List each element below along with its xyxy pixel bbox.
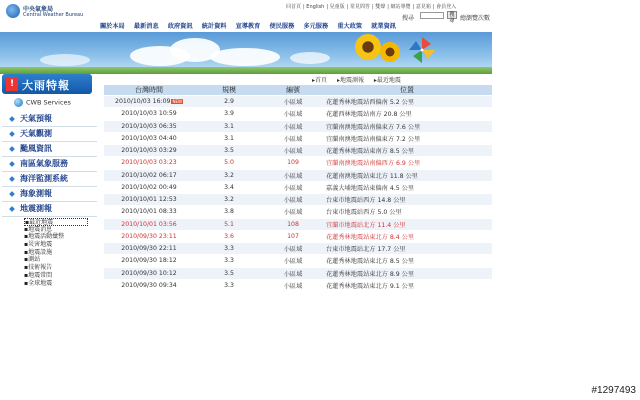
cell-number: 109 [264, 157, 322, 169]
sunflower-icon [380, 42, 400, 62]
cell-location[interactable]: 嘉義大埔地震站東偏南 4.5 公里 [322, 181, 492, 193]
table-row[interactable] [104, 218, 492, 230]
services-label: CWB Services [26, 98, 71, 107]
cell-magnitude: 3.3 [194, 255, 264, 267]
cell-number: 小區域 [264, 108, 322, 120]
cell-time: 2010/10/03 16:09 NEW [104, 96, 194, 108]
submenu-item[interactable]: ▪技術報告 [24, 264, 53, 272]
alert-label: 大雨特報 [22, 79, 70, 92]
table-row[interactable] [104, 108, 492, 120]
mainnav-item[interactable]: 最新消息 [133, 23, 159, 30]
sidebar [2, 74, 97, 304]
cell-number: 小區域 [264, 145, 322, 157]
image-id-watermark: #1297493 [591, 385, 636, 396]
table-row[interactable] [104, 132, 492, 144]
mainnav-item[interactable]: 多元服務 [303, 23, 329, 30]
cell-time: 2010/10/03 03:23 [104, 157, 194, 169]
cell-time: 2010/09/30 09:34 [104, 279, 194, 291]
mainnav-item[interactable]: 重大政策 [337, 23, 363, 30]
sunflower-icon [355, 34, 381, 60]
globe-icon [14, 98, 23, 107]
table-row[interactable] [104, 194, 492, 206]
sidebar-item-marine[interactable]: 海象測報 [2, 187, 97, 202]
earthquake-table [104, 85, 492, 292]
cell-location[interactable]: 花蓮秀林地震站東北方 8.4 公里 [322, 230, 492, 242]
table-row[interactable] [104, 206, 492, 218]
grass-strip [0, 67, 492, 74]
cell-location[interactable]: 宜蘭市地震站北方 11.4 公里 [322, 218, 492, 230]
cell-magnitude: 3.2 [194, 169, 264, 181]
table-row[interactable] [104, 230, 492, 242]
mainnav-item[interactable]: 統計資料 [201, 23, 227, 30]
table-row[interactable] [104, 157, 492, 169]
submenu-item[interactable]: ▪災害地震 [24, 241, 53, 249]
topnav-link[interactable]: 網站導覽 [390, 4, 411, 10]
table-row[interactable] [104, 169, 492, 181]
cell-number: 小區域 [264, 279, 322, 291]
cell-number: 小區域 [264, 181, 322, 193]
visitor-counter: 總瀏覽次數 [460, 15, 491, 22]
alert-icon: ! [6, 77, 18, 91]
cell-location[interactable]: 台東市地震站北方 17.7 公里 [322, 243, 492, 255]
table-header-row [104, 85, 492, 96]
cell-location[interactable]: 花蓮秀林地震站東北方 9.1 公里 [322, 279, 492, 291]
column-header-number: 編號 [264, 85, 322, 96]
cell-number: 小區域 [264, 194, 322, 206]
cell-magnitude: 2.9 [194, 96, 264, 108]
topnav-link[interactable]: 意見箱 [415, 4, 431, 10]
top-utility-nav: 回首頁 | English | 兒童版 | 常見問答 | 雙聲 | 網站導覽 | 意見箱 | 會員登入 [286, 4, 457, 10]
breadcrumb-item[interactable]: ▸首頁 [312, 77, 328, 84]
sky-banner [0, 32, 492, 74]
side-menu [2, 112, 97, 217]
submenu-item[interactable]: ▪地震設施 [24, 248, 53, 256]
cell-magnitude: 3.9 [194, 108, 264, 120]
search-label: 搜尋 [402, 15, 415, 22]
heavy-rain-alert-banner[interactable] [2, 74, 92, 94]
cell-number: 108 [264, 218, 322, 230]
cell-time: 2010/10/01 12:53 [104, 194, 194, 206]
sidebar-item-earthquake[interactable]: 地震測報 [2, 202, 97, 217]
topnav-link[interactable]: 兒童版 [329, 4, 345, 10]
column-header-time: 台灣時間 [104, 85, 194, 96]
logo-name-en: Central Weather Bureau [23, 12, 84, 18]
topnav-link[interactable]: English [306, 4, 325, 10]
breadcrumb [312, 75, 409, 84]
cell-magnitude: 5.0 [194, 157, 264, 169]
cell-location[interactable]: 宜蘭南澳地震站南偏東方 7.2 公里 [322, 132, 492, 144]
mainnav-item[interactable]: 宣導教育 [235, 23, 261, 30]
submenu-item-recent[interactable]: ▪最近地震 [24, 218, 88, 226]
sidebar-item-forecast[interactable]: 天氣預報 [2, 112, 97, 127]
cell-magnitude: 3.5 [194, 145, 264, 157]
cell-number: 小區域 [264, 255, 322, 267]
cell-location[interactable]: 花蓮南澳地震站東北方 11.8 公里 [322, 169, 492, 181]
cell-time: 2010/09/30 10:12 [104, 267, 194, 279]
mainnav-item[interactable]: 就業資訊 [371, 23, 396, 30]
submenu-item[interactable]: ▪測站 [24, 256, 41, 264]
sidebar-item-observation[interactable]: 天氣觀測 [2, 127, 97, 142]
cell-time: 2010/10/03 10:59 [104, 108, 194, 120]
earthquake-submenu [24, 218, 96, 287]
cell-location[interactable]: 花蓮秀林地震站東南方 8.5 公里 [322, 145, 492, 157]
mainnav-item[interactable]: 政府資訊 [167, 23, 193, 30]
topnav-link[interactable]: 會員登入 [436, 4, 457, 10]
cell-time: 2010/10/03 03:29 [104, 145, 194, 157]
column-header-location: 位置 [322, 85, 492, 96]
cell-number: 107 [264, 230, 322, 242]
topnav-link[interactable]: 回首頁 [286, 4, 302, 10]
cell-magnitude: 3.3 [194, 279, 264, 291]
cell-location[interactable]: 宜蘭南澳地震站南偏東方 7.6 公里 [322, 120, 492, 132]
mainnav-item[interactable]: 便民服務 [269, 23, 295, 30]
cell-time: 2010/10/01 08:33 [104, 206, 194, 218]
cell-time: 2010/10/02 06:17 [104, 169, 194, 181]
cell-location[interactable]: 花蓮西林地震站南方 20.8 公里 [322, 108, 492, 120]
table-row[interactable] [104, 145, 492, 157]
logo-name-zh: 中央氣象局 [23, 6, 54, 13]
cell-time: 2010/09/30 22:11 [104, 243, 194, 255]
cwb-logo-icon [6, 4, 20, 18]
cell-time: 2010/10/01 03:56 [104, 218, 194, 230]
topnav-link[interactable]: 常見問答 [349, 4, 370, 10]
cwb-services[interactable] [14, 98, 71, 107]
breadcrumb-item[interactable]: ▸地震測報 [336, 77, 364, 84]
cell-location[interactable]: 花蓮秀林地震站東北方 8.5 公里 [322, 255, 492, 267]
main-nav [100, 21, 492, 32]
cell-time: 2010/10/03 04:40 [104, 132, 194, 144]
submenu-item[interactable]: ▪地震常問 [24, 271, 53, 279]
sidebar-item-ocean-monitor[interactable]: 海洋監測系統 [2, 172, 97, 187]
pinwheel-icon [408, 36, 436, 64]
mainnav-item[interactable]: 關於本局 [100, 23, 125, 30]
breadcrumb-item[interactable]: ▸最近地震 [373, 77, 401, 84]
cell-magnitude: 5.1 [194, 218, 264, 230]
cell-time: 2010/10/02 00:49 [104, 181, 194, 193]
column-header-magnitude: 規模 [194, 85, 264, 96]
cell-number: 小區域 [264, 96, 322, 108]
cell-location[interactable]: 宜蘭南澳地震站南偏西方 6.9 公里 [322, 157, 492, 169]
cell-number: 小區域 [264, 267, 322, 279]
cell-number: 小區域 [264, 206, 322, 218]
table-row[interactable] [104, 243, 492, 255]
cell-time: 2010/09/30 18:12 [104, 255, 194, 267]
cell-magnitude: 3.8 [194, 206, 264, 218]
cell-magnitude: 3.6 [194, 230, 264, 242]
cell-number: 小區域 [264, 120, 322, 132]
table-row[interactable] [104, 255, 492, 267]
submenu-item[interactable]: ▪地震活動彙整 [24, 233, 65, 241]
table-row[interactable] [104, 120, 492, 132]
topnav-link[interactable]: 雙聲 [375, 4, 386, 10]
table-row[interactable] [104, 279, 492, 291]
cell-location[interactable]: 花蓮秀林地震站東北方 8.9 公里 [322, 267, 492, 279]
table-row[interactable] [104, 96, 492, 108]
cell-location[interactable]: 花蓮秀林地震站西偏南 5.2 公里 [322, 96, 492, 108]
table-row[interactable] [104, 267, 492, 279]
table-row[interactable] [104, 181, 492, 193]
cell-magnitude: 3.1 [194, 132, 264, 144]
search-input[interactable] [420, 12, 444, 19]
cell-magnitude: 3.2 [194, 194, 264, 206]
cell-magnitude: 3.1 [194, 120, 264, 132]
earthquake-table-area [104, 85, 492, 292]
submenu-item[interactable]: ▪全球地震 [24, 279, 53, 287]
cwb-logo[interactable] [6, 4, 106, 26]
cell-time: 2010/10/03 06:35 [104, 120, 194, 132]
cell-location[interactable]: 台東市地震站西方 5.0 公里 [322, 206, 492, 218]
cell-magnitude: 3.3 [194, 243, 264, 255]
cell-number: 小區域 [264, 169, 322, 181]
sidebar-item-typhoon[interactable]: 颱風資訊 [2, 142, 97, 157]
cell-number: 小區域 [264, 243, 322, 255]
submenu-item[interactable]: ▪地震消息 [24, 225, 53, 233]
new-badge: NEW [172, 98, 182, 104]
sidebar-item-south-service[interactable]: 南區氣象服務 [2, 157, 97, 172]
cell-time: 2010/09/30 23:11 [104, 230, 194, 242]
cell-magnitude: 3.4 [194, 181, 264, 193]
search-button[interactable]: 搜尋 [447, 11, 457, 19]
cell-magnitude: 3.5 [194, 267, 264, 279]
cell-location[interactable]: 台東市地震站西方 14.8 公里 [322, 194, 492, 206]
cell-number: 小區域 [264, 132, 322, 144]
